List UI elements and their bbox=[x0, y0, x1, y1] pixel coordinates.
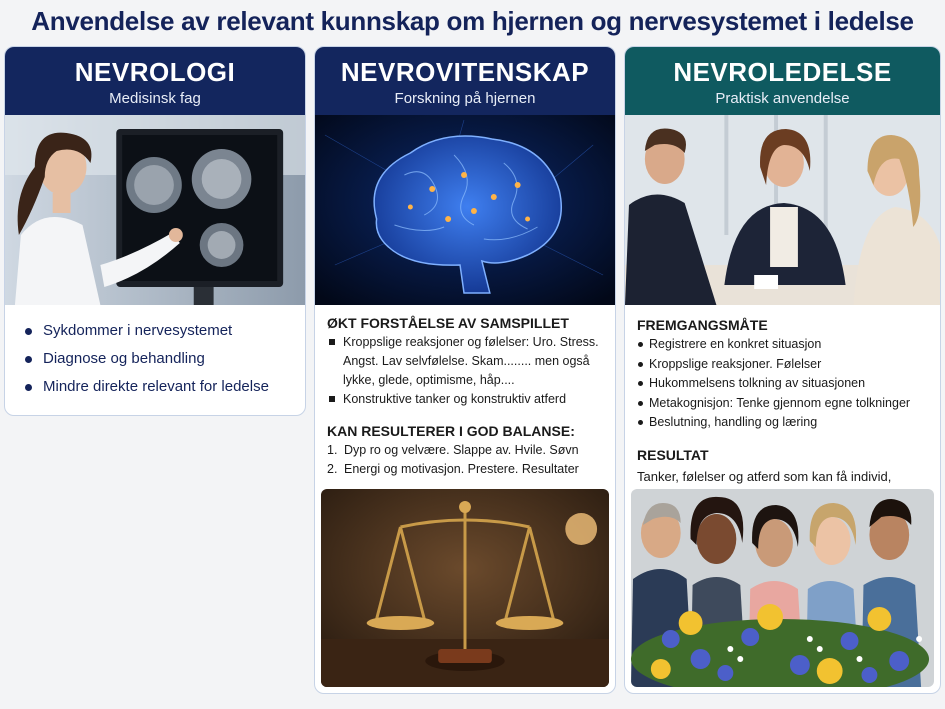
list-item: Metakognisjon: Tenke gjennom egne tolkninger bbox=[637, 394, 932, 414]
section-title-balanse: KAN RESULTERER I GOD BALANSE: bbox=[327, 423, 575, 439]
balanse-list bbox=[315, 441, 615, 479]
nevrologi-bullet-list bbox=[5, 305, 305, 401]
list-item: Kroppslige reaksjoner. Følelser bbox=[637, 355, 932, 375]
list-item: Beslutning, handling og læring bbox=[637, 413, 932, 433]
glowing-brain-image bbox=[315, 115, 615, 305]
list-item: Registrere en konkret situasjon bbox=[637, 335, 932, 355]
section-title-fremgangsmate: FREMGANGSMÅTE bbox=[637, 317, 768, 333]
doctor-brain-scan-photo bbox=[5, 115, 305, 305]
balance-scale-image bbox=[321, 489, 609, 687]
list-item: Konstruktive tanker og konstruktiv atferd bbox=[327, 390, 605, 409]
list-item: Hukommelsens tolkning av situasjonen bbox=[637, 374, 932, 394]
card-header-nevrovitenskap bbox=[315, 47, 615, 115]
business-meeting-photo bbox=[625, 115, 940, 305]
list-item: Mindre direkte relevant for ledelse bbox=[25, 373, 289, 401]
list-item: Sykdommer i nervesystemet bbox=[25, 317, 289, 345]
section-title-samspill: ØKT FORSTÅELSE AV SAMSPILLET bbox=[327, 315, 569, 331]
card-subtitle: Forskning på hjernen bbox=[394, 90, 536, 107]
card-nevroledelse bbox=[624, 46, 941, 694]
list-item: Kroppslige reaksjoner og følelser: Uro. Stress. Angst. Lav selvfølelse. Skam........ men også lykke, glede, optimisme, håp.... bbox=[327, 333, 605, 390]
resultat-text: Tanker, følelser og atferd som kan få individ, bbox=[637, 468, 892, 484]
card-title: NEVROVITENSKAP bbox=[340, 57, 590, 87]
samspill-list bbox=[315, 333, 615, 409]
card-header-nevroledelse bbox=[625, 47, 940, 115]
list-item: 2. Energi og motivasjon. Prestere. Resultater bbox=[327, 462, 579, 476]
section-title-resultat: RESULTAT bbox=[637, 446, 709, 463]
card-nevrovitenskap bbox=[314, 46, 616, 694]
list-item: 1. Dyp ro og velvære. Slappe av. Hvile. Søvn bbox=[327, 443, 579, 457]
fremgangsmate-list bbox=[625, 335, 940, 433]
card-title: NEVROLEDELSE bbox=[673, 57, 892, 87]
card-title: NEVROLOGI bbox=[74, 57, 236, 87]
happy-group-flowers-photo bbox=[631, 489, 934, 687]
card-header-nevrologi bbox=[5, 47, 305, 115]
card-subtitle: Medisinsk fag bbox=[109, 90, 201, 107]
list-item: Diagnose og behandling bbox=[25, 345, 289, 373]
page-title: Anvendelse av relevant kunnskap om hjernen og nervesystemet i ledelse bbox=[31, 6, 914, 36]
card-nevrologi bbox=[4, 46, 306, 416]
card-subtitle: Praktisk anvendelse bbox=[715, 90, 850, 107]
